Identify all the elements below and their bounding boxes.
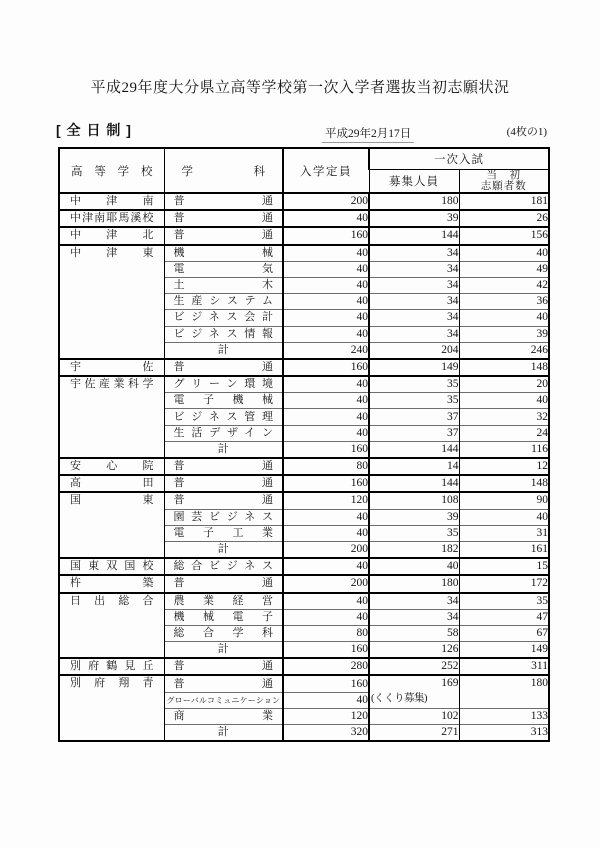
recruitment-cell: 102 (369, 708, 459, 724)
school-cell (59, 593, 164, 659)
school-cell (59, 210, 164, 227)
school-group (59, 558, 549, 575)
table-row (59, 492, 549, 509)
applicants-cell: 40 (459, 245, 549, 262)
school-cell (59, 558, 164, 575)
applicants-cell: 32 (459, 409, 549, 425)
capacity-cell: 40 (283, 509, 369, 525)
department-cell (164, 593, 283, 610)
school-name: 中津東 (70, 246, 154, 259)
capacity-cell: 120 (283, 492, 369, 509)
school-cell (59, 193, 164, 210)
col-header-capacity: 入学定員 (283, 148, 369, 193)
department-cell (164, 245, 283, 262)
applicants-cell: 180 (459, 675, 549, 708)
department-name: 普通 (173, 477, 273, 490)
applicants-cell: 49 (459, 261, 549, 277)
col-header-recruitment: 募集人員 (369, 170, 459, 194)
applicants-cell: 40 (459, 310, 549, 326)
department-cell (164, 525, 283, 541)
applicants-cell: 133 (459, 708, 549, 724)
school-cell (59, 359, 164, 376)
department-name: ビジネス情報 (173, 327, 273, 340)
applicants-cell: 148 (459, 475, 549, 492)
recruitment-cell: 144 (369, 441, 459, 458)
applicants-cell: 148 (459, 359, 549, 376)
school-name: 中津北 (70, 229, 154, 242)
department-name: 農業経営 (173, 594, 273, 607)
capacity-cell: 200 (283, 193, 369, 210)
department-cell (164, 575, 283, 592)
applicants-cell: 42 (459, 277, 549, 293)
table-row (59, 193, 549, 210)
capacity-cell: 40 (283, 261, 369, 277)
applicants-cell: 40 (459, 509, 549, 525)
capacity-cell: 160 (283, 227, 369, 244)
recruitment-cell: 204 (369, 342, 459, 359)
col-header-school (59, 148, 164, 193)
department-name: 土木 (173, 279, 273, 292)
date-label: 平成29年2月17日 (322, 125, 414, 143)
recruitment-cell: 149 (369, 359, 459, 376)
table-row (59, 575, 549, 592)
applicants-cell: 47 (459, 609, 549, 625)
department-name: 普通 (173, 494, 273, 507)
department-cell (164, 725, 283, 742)
table-row (59, 658, 549, 675)
recruitment-cell: 34 (369, 261, 459, 277)
department-name: 普通 (173, 460, 273, 473)
capacity-cell: 40 (283, 609, 369, 625)
applicants-cell: 161 (459, 541, 549, 558)
school-cell (59, 492, 164, 558)
school-group (59, 376, 549, 458)
school-group (59, 475, 549, 492)
capacity-cell: 160 (283, 675, 369, 692)
department-name: 計 (217, 442, 229, 455)
department-name: 普通 (173, 229, 273, 242)
school-group (59, 593, 549, 659)
recruitment-cell: 108 (369, 492, 459, 509)
capacity-cell: 40 (283, 210, 369, 227)
recruitment-cell: 126 (369, 642, 459, 659)
recruitment-value: 169 (441, 677, 459, 690)
department-name: 生産システム (173, 295, 273, 308)
capacity-cell: 40 (283, 277, 369, 293)
department-name: 普通 (173, 195, 273, 208)
document-title: 平成29年度大分県立高等学校第一次入学者選抜当初志願状況 (90, 80, 510, 96)
table-row (59, 593, 549, 610)
school-name: 中津南耶馬溪校 (70, 212, 154, 225)
department-cell (164, 475, 283, 492)
capacity-cell: 160 (283, 359, 369, 376)
department-cell (164, 342, 283, 359)
department-cell (164, 227, 283, 244)
capacity-cell: 160 (283, 441, 369, 458)
department-name: 普通 (173, 677, 273, 690)
capacity-cell: 40 (283, 525, 369, 541)
department-name: 商業 (173, 709, 273, 722)
department-name: 園芸ビジネス (173, 510, 273, 523)
capacity-cell: 160 (283, 475, 369, 492)
capacity-cell: 40 (283, 425, 369, 441)
department-cell (164, 441, 283, 458)
applicants-cell: 26 (459, 210, 549, 227)
capacity-cell: 200 (283, 575, 369, 592)
recruitment-cell: 180 (369, 193, 459, 210)
recruitment-cell: 34 (369, 326, 459, 342)
capacity-cell: 40 (283, 393, 369, 409)
department-name: ビジネス管理 (173, 410, 273, 423)
recruitment-cell: 39 (369, 509, 459, 525)
department-name: 電子機械 (173, 394, 273, 407)
school-name: 安心院 (70, 460, 154, 472)
table-row (59, 376, 549, 393)
recruitment-cell: 35 (369, 376, 459, 393)
department-cell (164, 675, 283, 692)
recruitment-cell: 35 (369, 525, 459, 541)
recruitment-cell (369, 675, 459, 708)
department-cell (164, 492, 283, 509)
col-header-school-label: 高等学校 (71, 165, 153, 178)
department-cell (164, 294, 283, 310)
department-name: 総合ビジネス (173, 560, 273, 573)
col-header-applicants (459, 170, 549, 194)
applicants-cell: 15 (459, 558, 549, 575)
applicants-cell: 40 (459, 393, 549, 409)
capacity-cell: 80 (283, 458, 369, 475)
school-group (59, 193, 549, 210)
capacity-cell: 40 (283, 558, 369, 575)
department-name: ビジネス会計 (173, 311, 273, 324)
school-group (59, 458, 549, 475)
applicants-cell: 156 (459, 227, 549, 244)
school-name: 宇佐 (70, 360, 154, 373)
table-row (59, 227, 549, 244)
school-name: 日出総合 (70, 594, 154, 607)
school-group (59, 245, 549, 359)
table-row (59, 359, 549, 376)
school-cell (59, 245, 164, 359)
recruitment-cell: 40 (369, 558, 459, 575)
table-row (59, 210, 549, 227)
applicants-cell: 24 (459, 425, 549, 441)
recruitment-cell: 34 (369, 593, 459, 610)
sheet-number: (4枚の1) (506, 126, 547, 138)
applicants-cell: 311 (459, 658, 549, 675)
department-cell (164, 277, 283, 293)
applicants-cell: 90 (459, 492, 549, 509)
applicants-cell: 181 (459, 193, 549, 210)
capacity-cell: 40 (283, 376, 369, 393)
department-cell (164, 692, 283, 708)
applicants-cell: 313 (459, 725, 549, 742)
capacity-cell: 40 (283, 692, 369, 708)
header-row-1 (59, 148, 549, 170)
department-cell (164, 642, 283, 659)
school-name: 別府鶴見丘 (70, 660, 154, 673)
table-row (59, 475, 549, 492)
applicants-cell: 149 (459, 642, 549, 659)
department-name: 計 (217, 643, 229, 656)
department-cell (164, 376, 283, 393)
kukuri-note: (くくり募集) (371, 693, 427, 705)
recruitment-cell: 144 (369, 227, 459, 244)
school-name: 中津南 (70, 195, 154, 207)
capacity-cell: 40 (283, 245, 369, 262)
school-cell (59, 675, 164, 741)
department-name: 電子工業 (173, 526, 273, 539)
capacity-cell: 40 (283, 294, 369, 310)
department-name: 電気 (173, 262, 273, 275)
school-cell (59, 227, 164, 244)
recruitment-cell: 14 (369, 458, 459, 475)
capacity-cell: 40 (283, 409, 369, 425)
recruitment-cell: 252 (369, 658, 459, 675)
school-name: 国東 (70, 494, 154, 507)
department-name: 計 (217, 543, 229, 556)
department-name: 普通 (173, 212, 273, 225)
department-name: 機械電子 (173, 610, 273, 623)
recruitment-cell: 37 (369, 409, 459, 425)
capacity-cell: 200 (283, 541, 369, 558)
school-group (59, 575, 549, 592)
school-cell (59, 575, 164, 592)
applicants-cell: 246 (459, 342, 549, 359)
col-header-applicants-line1: 当 初 (486, 170, 521, 181)
capacity-cell: 320 (283, 725, 369, 742)
recruitment-cell: 34 (369, 310, 459, 326)
recruitment-cell: 34 (369, 294, 459, 310)
department-cell (164, 193, 283, 210)
table-row (59, 458, 549, 475)
admissions-table (58, 147, 550, 742)
recruitment-cell: 180 (369, 575, 459, 592)
department-cell (164, 458, 283, 475)
department-cell (164, 625, 283, 641)
table-row (59, 245, 549, 262)
applicants-cell: 172 (459, 575, 549, 592)
capacity-cell: 40 (283, 326, 369, 342)
department-name: 計 (217, 726, 229, 739)
department-name: グローバルコミュニケーション (166, 695, 280, 705)
department-cell (164, 409, 283, 425)
capacity-cell: 80 (283, 625, 369, 641)
recruitment-cell: 58 (369, 625, 459, 641)
school-cell (59, 658, 164, 675)
recruitment-cell: 37 (369, 425, 459, 441)
school-group (59, 658, 549, 675)
capacity-cell: 40 (283, 593, 369, 610)
applicants-cell: 67 (459, 625, 549, 641)
department-cell (164, 310, 283, 326)
department-name: 普通 (173, 360, 273, 373)
school-name: 宇佐産業科学 (70, 378, 154, 391)
department-name: 普通 (173, 660, 273, 673)
recruitment-cell: 39 (369, 210, 459, 227)
col-header-department-label: 学科 (181, 165, 265, 178)
applicants-cell: 31 (459, 525, 549, 541)
school-group (59, 675, 549, 741)
col-header-department (164, 148, 283, 193)
applicants-cell: 36 (459, 294, 549, 310)
recruitment-cell: 271 (369, 725, 459, 742)
school-group (59, 227, 549, 244)
school-name: 杵築 (70, 577, 154, 590)
department-name: 普通 (173, 577, 273, 590)
school-name: 別府翔青 (70, 677, 154, 690)
recruitment-cell: 34 (369, 277, 459, 293)
department-cell (164, 658, 283, 675)
department-cell (164, 708, 283, 724)
school-cell (59, 458, 164, 475)
department-name: 生活デザイン (173, 426, 273, 439)
department-name: 計 (217, 343, 229, 356)
capacity-cell: 240 (283, 342, 369, 359)
capacity-cell: 160 (283, 642, 369, 659)
applicants-cell: 12 (459, 458, 549, 475)
department-cell (164, 425, 283, 441)
department-cell (164, 509, 283, 525)
school-cell (59, 475, 164, 492)
table-row (59, 675, 549, 692)
school-cell (59, 376, 164, 458)
table-header (59, 148, 549, 193)
school-group (59, 492, 549, 558)
table-row (59, 558, 549, 575)
recruitment-cell: 34 (369, 609, 459, 625)
applicants-cell: 39 (459, 326, 549, 342)
department-cell (164, 558, 283, 575)
recruitment-cell: 35 (369, 393, 459, 409)
applicants-cell: 20 (459, 376, 549, 393)
col-header-applicants-line2: 志願者数 (480, 181, 527, 192)
school-name: 国東双国校 (70, 560, 154, 573)
recruitment-cell: 182 (369, 541, 459, 558)
department-cell (164, 541, 283, 558)
department-cell (164, 210, 283, 227)
department-cell (164, 326, 283, 342)
applicants-cell: 116 (459, 441, 549, 458)
capacity-cell: 120 (283, 708, 369, 724)
department-cell (164, 261, 283, 277)
department-cell (164, 609, 283, 625)
department-cell (164, 359, 283, 376)
applicants-cell: 35 (459, 593, 549, 610)
department-name: グリーン環境 (173, 378, 273, 391)
school-group (59, 359, 549, 376)
department-name: 総合学科 (173, 626, 273, 639)
department-name: 機械 (173, 246, 273, 259)
department-cell (164, 393, 283, 409)
school-name: 高田 (70, 477, 154, 490)
recruitment-cell: 144 (369, 475, 459, 492)
capacity-cell: 280 (283, 658, 369, 675)
school-group (59, 210, 549, 227)
system-label: [ 全 日 制 ] (56, 122, 132, 138)
col-header-first-exam: 一次入試 (369, 148, 549, 170)
capacity-cell: 40 (283, 310, 369, 326)
recruitment-cell: 34 (369, 245, 459, 262)
